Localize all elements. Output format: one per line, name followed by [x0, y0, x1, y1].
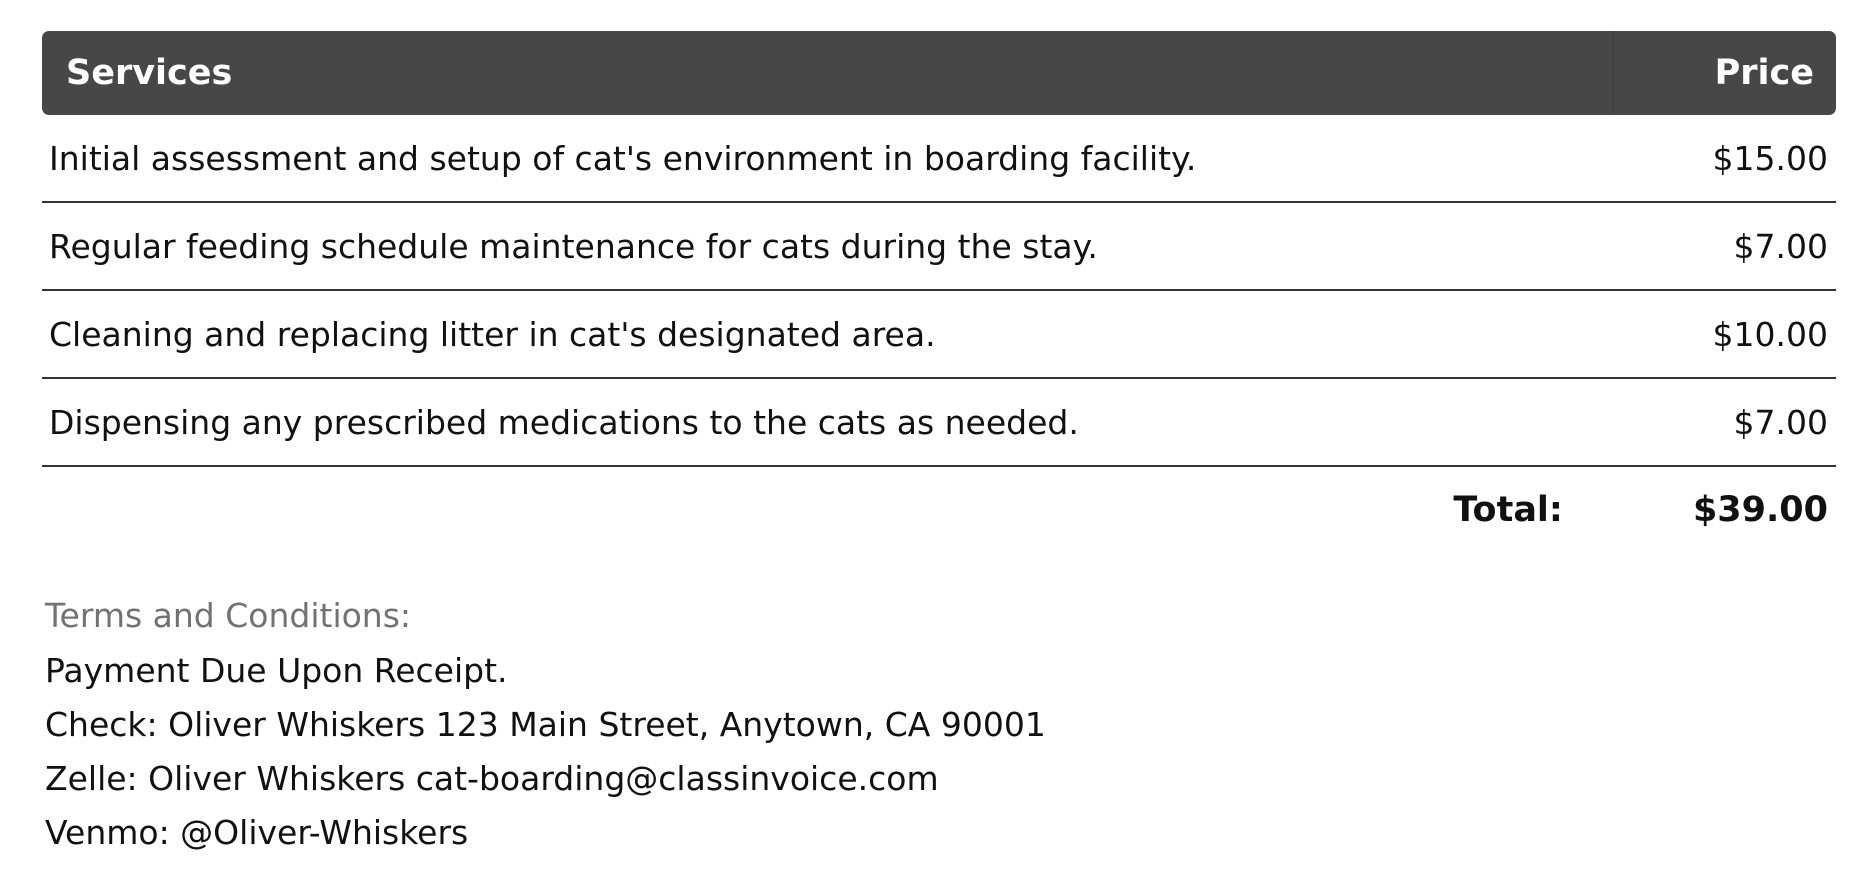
- table-row: [42, 291, 1836, 379]
- table-header: [42, 31, 1836, 115]
- price-column-header: Price: [1614, 31, 1836, 115]
- services-table: [42, 31, 1836, 467]
- service-price: $15.00: [1614, 115, 1836, 203]
- terms-and-conditions: [42, 588, 1836, 860]
- service-price: $7.00: [1614, 379, 1836, 467]
- services-column-header: Services: [42, 31, 1614, 115]
- total-row: [42, 467, 1836, 553]
- invoice-services-section: [42, 31, 1836, 860]
- table-row: [42, 203, 1836, 291]
- service-description: Initial assessment and setup of cat's environment in boarding facility.: [42, 115, 1614, 203]
- service-description: Dispensing any prescribed medications to the cats as needed.: [42, 379, 1614, 467]
- total-amount: $39.00: [1692, 490, 1828, 530]
- terms-payment-due: Payment Due Upon Receipt.: [45, 651, 508, 690]
- terms-check-info: Check: Oliver Whiskers 123 Main Street, Anytown, CA 90001: [45, 705, 1046, 744]
- table-body: [42, 115, 1836, 467]
- terms-title: Terms and Conditions:: [45, 596, 412, 635]
- table-row: [42, 115, 1836, 203]
- service-description: Regular feeding schedule maintenance for cats during the stay.: [42, 203, 1614, 291]
- header-row: [42, 31, 1836, 115]
- total-label: Total:: [1453, 490, 1563, 530]
- service-price: $7.00: [1614, 203, 1836, 291]
- terms-zelle-info: Zelle: Oliver Whiskers cat-boarding@classinvoice.com: [45, 759, 939, 798]
- terms-venmo-info: Venmo: @Oliver-Whiskers: [45, 813, 469, 852]
- table-row: [42, 379, 1836, 467]
- service-price: $10.00: [1614, 291, 1836, 379]
- service-description: Cleaning and replacing litter in cat's designated area.: [42, 291, 1614, 379]
